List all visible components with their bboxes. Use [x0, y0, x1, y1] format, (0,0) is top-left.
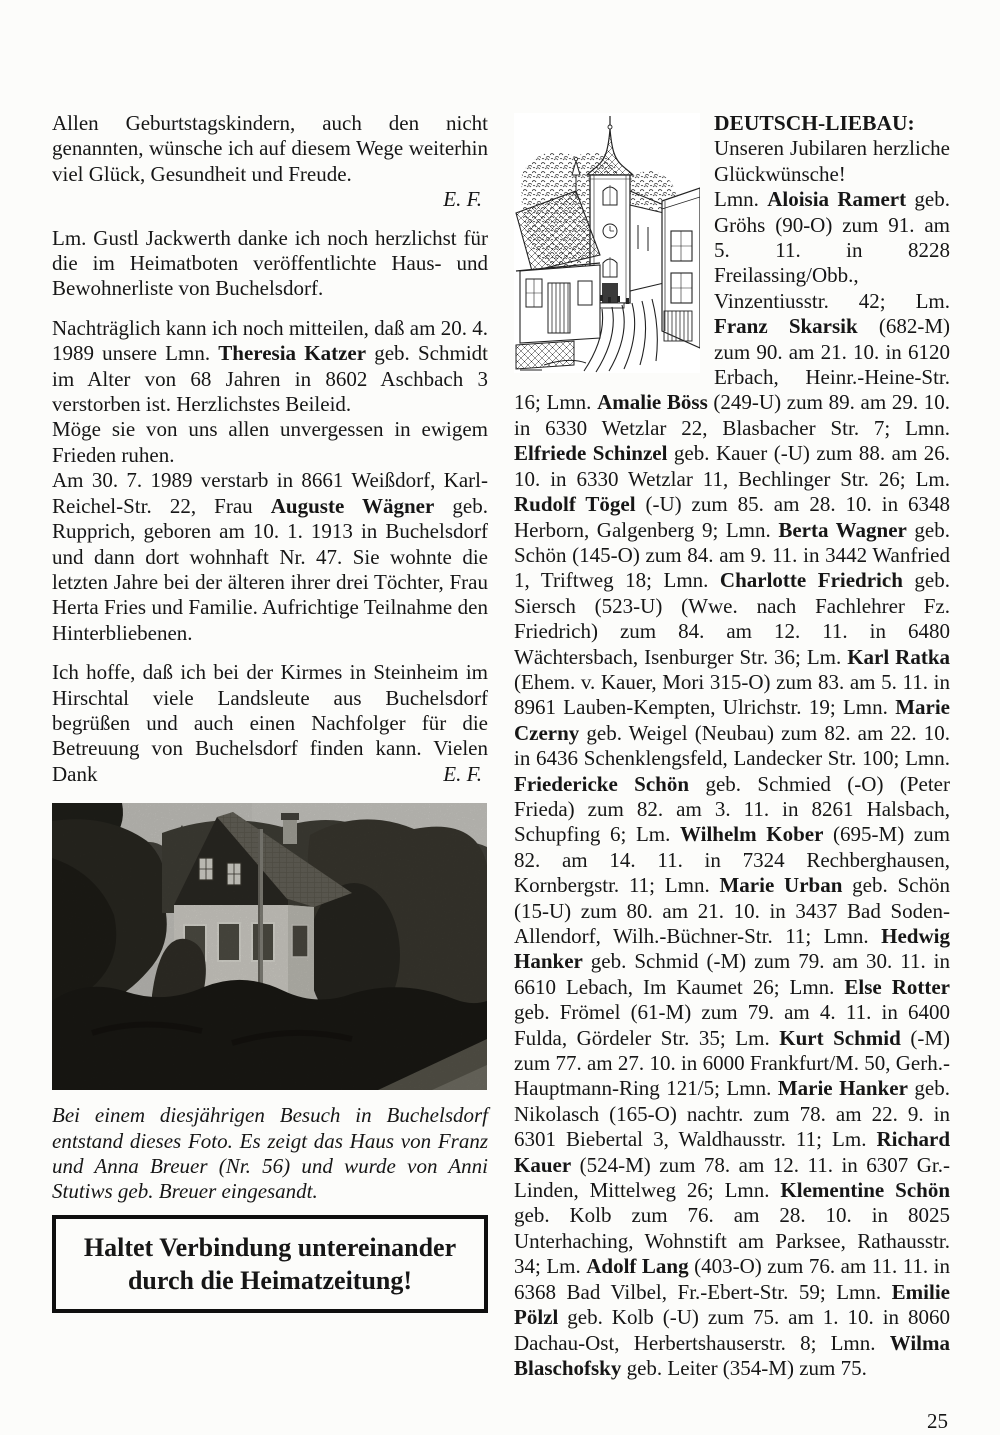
farewell-block [52, 660, 488, 787]
page-number: 25 [927, 1409, 948, 1434]
thanks-paragraph: Lm. Gustl Jackwerth danke ich noch herzlichst für die im Heimatboten veröffentlichte Haus- und Bewohnerliste von Buchelsdorf. [52, 225, 488, 301]
left-column [52, 111, 488, 1313]
farewell-paragraph: Ich hoffe, daß ich bei der Kirmes in Steinheim im Hirschtal viele Landsleute aus Buchelsdorf begrüßen und auch einen Nachfolger für die Betreuung von Buchelsdorf finden kann. Vielen Dank [52, 660, 488, 786]
notice-box [52, 1215, 488, 1313]
farewell-signature: E. F. [443, 761, 482, 786]
jubilee-intro: Unseren Jubilaren herzliche Glückwünsche! [714, 136, 950, 186]
obituary-paragraph-1: Nachträglich kann ich noch mitteilen, daß am 20. 4. 1989 unsere Lmn. Theresia Katzer geb. Schmidt im Alter von 68 Jahren in 8602 Aschbach 3 verstorben ist. Herzlichstes Beileid. [52, 315, 488, 417]
obituary-paragraph-2: Möge sie von uns allen unvergessen in ewigem Frieden ruhen. [52, 417, 488, 467]
notice-line-1: Haltet Verbindung untereinander [83, 1232, 457, 1262]
notice-line-2: durch die Heimatzeitung! [127, 1265, 413, 1295]
greeting-paragraph: Allen Geburtstagskindern, auch den nicht genannten, wünsche ich auf diesem Wege weiterhin viel Glück, Gesundheit und Freude. [52, 111, 488, 186]
obituary-paragraph-3: Am 30. 7. 1989 verstarb in 8661 Weißdorf, Karl-Reichel-Str. 22, Frau Auguste Wägner geb. Rupprich, geboren am 10. 1. 1913 in Buchelsdorf und dann dort wohnhaft Nr. 47. Sie wohnte die letzten Jahre bei der älteren ihrer drei Töchter, Frau Herta Fries und Familie. Aufrichtige Teilnahme den Hinterbliebenen. [52, 468, 488, 645]
photo-caption: Bei einem diesjährigen Besuch in Buchelsdorf entstand dieses Foto. Es zeigt das Haus von Franz und Anna Breuer (Nr. 56) und wurde von Anni Stutiws geb. Breuer eingesandt. [52, 1103, 488, 1204]
district-heading: DEUTSCH-LIEBAU: [714, 111, 915, 135]
church-illustration [514, 113, 700, 373]
greeting-signature: E. F. [443, 187, 482, 212]
house-photo [52, 803, 487, 1090]
jubilee-list: Lmn. Aloisia Ramert geb. Gröhs (90-O) zum 91. am 5. 11. in 8228 Freilassing/Obb., Vinzentiusstr. 42; Lm. Franz Skarsik (682-M) zum 90. am 21. 10. in 6120 Erbach, Heinr.-Heine-Str. 16; Lmn. Amalie Böss (249-U) zum 89. am 29. 10. in 6330 Wetzlar 22, Blasbacher Str. 7; Lmn. Elfriede Schinzel geb. Kauer (-U) zum 88. am 26. 10. in 6330 Wetzlar 11, Bechlinger Str. 26; Lm. Rudolf Tögel (-U) zum 85. am 28. 10. in 6348 Herborn, Galgenberg 9; Lmn. Berta Wagner geb. Schön (145-O) zum 84. am 9. 11. in 3442 Wanfried 1, Triftweg 18; Lmn. Charlotte Friedrich geb. Siersch (523-U) (Wwe. nach Fachlehrer Fz. Friedrich) zum 84. am 12. 11. in 6480 Wächtersbach, Isenburger Str. 36; Lm. Karl Ratka (Ehem. v. Kauer, Mori 315-O) zum 83. am 5. 11. in 8961 Lauben-Kempten, Ulrichstr. 19; Lmn. Marie Czerny geb. Weigel (Neubau) zum 82. am 22. 10. in 6436 Schenklengsfeld, Landecker Str. 100; Lmn. Friedericke Schön geb. Schmied (-O) (Peter Frieda) zum 82. am 3. 11. in 8261 Halsbach, Schupfing 6; Lm. Wilhelm Kober (695-M) zum 82. am 14. 11. in 7324 Rechberghausen, Kornbergstr. 11; Lmn. Marie Urban geb. Schön (15-U) zum 80. am 21. 10. in 3437 Bad Soden-Allendorf, Wilh.-Büchner-Str. 11; Lmn. Hedwig Hanker geb. Schmid (-M) zum 79. am 30. 11. in 6610 Lebach, Im Kaumet 26; Lmn. Else Rotter geb. Frömel (61-M) zum 79. am 4. 11. in 6400 Fulda, Gördeler Str. 35; Lm. Kurt Schmid (-M) zum 77. am 27. 10. in 6000 Frankfurt/M. 50, Gerh.-Hauptmann-Ring 121/5; Lmn. Marie Hanker geb. Nikolasch (165-O) nachtr. zum 78. am 22. 9. in 6301 Biebertal 3, Waldhausstr. 11; Lm. Richard Kauer (524-M) zum 78. am 12. 11. in 6307 Gr.-Linden, Mittelweg 26; Lmn. Klementine Schön geb. Kolb zum 76. am 28. 10. in 8025 Unterhaching, Wohnstift am Parksee, Rathausstr. 34; Lm. Adolf Lang (403-O) zum 76. am 11. 11. in 6368 Bad Vilbel, Fr.-Ebert-Str. 59; Lmn. Emilie Pölzl geb. Kolb (-U) zum 75. am 1. 10. in 8060 Dachau-Ost, Herbertshauserstr. 8; Lmn. Wilma Blaschofsky geb. Leiter (354-M) zum 75. [514, 187, 951, 1380]
house-photo-image [52, 803, 487, 1090]
right-column [514, 111, 950, 1435]
church-street-drawing [514, 113, 700, 373]
